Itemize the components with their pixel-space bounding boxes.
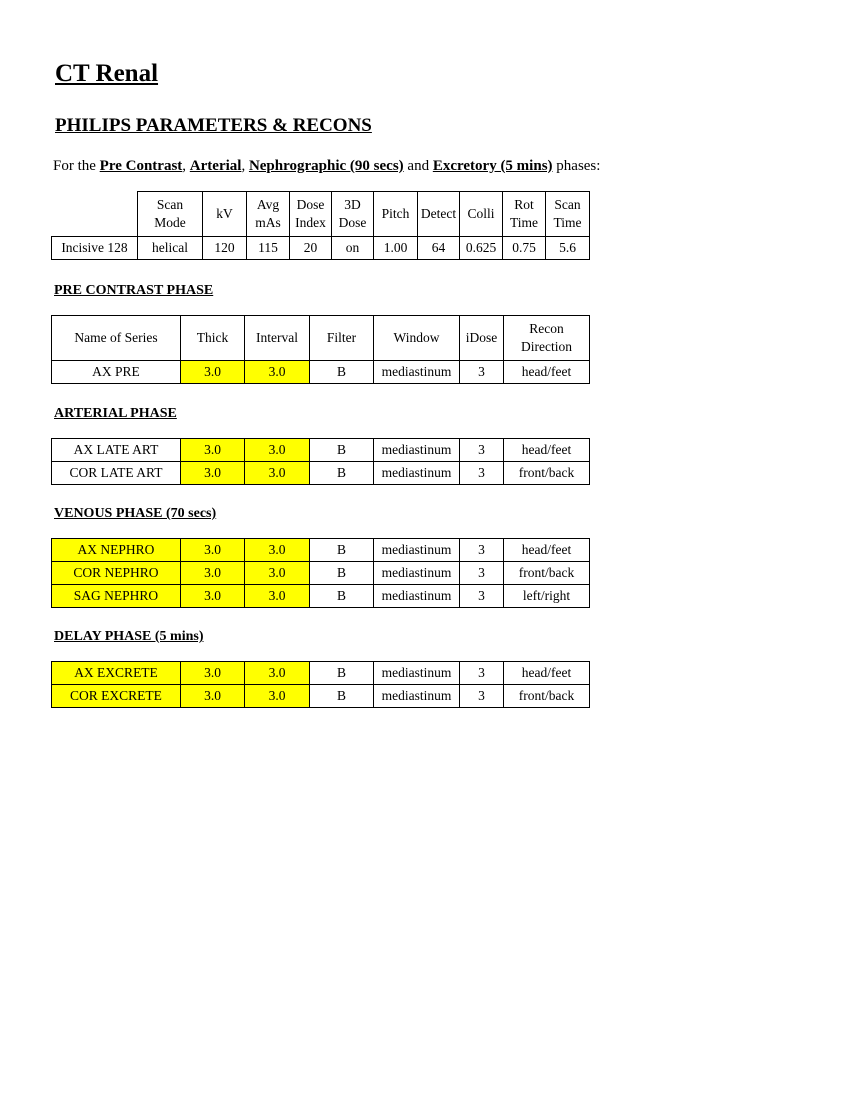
table-header-cell: Scan Mode bbox=[138, 192, 203, 237]
table-header-cell: Pitch bbox=[374, 192, 418, 237]
table-cell: AX PRE bbox=[52, 361, 181, 384]
page-subtitle: PHILIPS PARAMETERS & RECONS bbox=[55, 115, 372, 136]
table-cell: head/feet bbox=[504, 662, 590, 685]
table-cell: 3.0 bbox=[181, 539, 245, 562]
table-cell: AX LATE ART bbox=[52, 439, 181, 462]
section-heading-venous: VENOUS PHASE (70 secs) bbox=[54, 506, 217, 521]
section-heading-arterial: ARTERIAL PHASE bbox=[54, 406, 177, 421]
table-cell: 3.0 bbox=[245, 361, 310, 384]
table-header-cell: Avg mAs bbox=[247, 192, 290, 237]
table-cell: front/back bbox=[504, 562, 590, 585]
table-header-cell: Recon Direction bbox=[504, 316, 590, 361]
table-header-cell: kV bbox=[203, 192, 247, 237]
table-cell: COR LATE ART bbox=[52, 462, 181, 485]
table-cell: 3.0 bbox=[245, 539, 310, 562]
table-cell: on bbox=[332, 237, 374, 260]
scan-parameters-table bbox=[51, 191, 590, 260]
table-cell: 3.0 bbox=[181, 585, 245, 608]
table-cell: B bbox=[310, 685, 374, 708]
table-cell: COR EXCRETE bbox=[52, 685, 181, 708]
table-row bbox=[52, 361, 590, 384]
table-cell: 3 bbox=[460, 585, 504, 608]
table-cell: 64 bbox=[418, 237, 460, 260]
intro-phase-pre-contrast: Pre Contrast bbox=[99, 158, 183, 174]
table-cell: B bbox=[310, 462, 374, 485]
recon-table-venous bbox=[51, 538, 590, 608]
recon-table-pre-contrast bbox=[51, 315, 590, 384]
table-cell: COR NEPHRO bbox=[52, 562, 181, 585]
intro-phase-excretory: Excretory (5 mins) bbox=[432, 158, 553, 174]
intro-text bbox=[53, 157, 600, 175]
table-cell: 3.0 bbox=[181, 439, 245, 462]
table-cell: 3.0 bbox=[181, 562, 245, 585]
table-header-cell: Name of Series bbox=[52, 316, 181, 361]
table-row bbox=[52, 539, 590, 562]
table-cell: B bbox=[310, 439, 374, 462]
table-cell: 3.0 bbox=[181, 361, 245, 384]
section-heading-delay: DELAY PHASE (5 mins) bbox=[54, 629, 204, 644]
table-cell: head/feet bbox=[504, 539, 590, 562]
table-cell: mediastinum bbox=[374, 539, 460, 562]
section-heading-pre-contrast: PRE CONTRAST PHASE bbox=[54, 283, 214, 298]
table-cell: SAG NEPHRO bbox=[52, 585, 181, 608]
table-cell: mediastinum bbox=[374, 439, 460, 462]
intro-suffix: phases: bbox=[552, 158, 601, 174]
table-cell: 1.00 bbox=[374, 237, 418, 260]
recon-table-arterial bbox=[51, 438, 590, 485]
table-cell: 3.0 bbox=[181, 662, 245, 685]
table-cell: 3.0 bbox=[245, 439, 310, 462]
table-row bbox=[52, 685, 590, 708]
table-cell: 3 bbox=[460, 462, 504, 485]
table-row bbox=[52, 662, 590, 685]
table-row bbox=[52, 439, 590, 462]
table-header-row bbox=[52, 316, 590, 361]
table-header-cell: Colli bbox=[460, 192, 503, 237]
table-header-cell: Scan Time bbox=[546, 192, 590, 237]
table-cell: mediastinum bbox=[374, 662, 460, 685]
table-cell: 3.0 bbox=[181, 685, 245, 708]
table-cell: 20 bbox=[290, 237, 332, 260]
table-cell: 120 bbox=[203, 237, 247, 260]
table-cell: AX EXCRETE bbox=[52, 662, 181, 685]
table-cell: AX NEPHRO bbox=[52, 539, 181, 562]
table-cell: 0.625 bbox=[460, 237, 503, 260]
table-header-cell: Window bbox=[374, 316, 460, 361]
intro-sep: , bbox=[241, 158, 249, 174]
table-cell: 3 bbox=[460, 539, 504, 562]
table-cell: B bbox=[310, 361, 374, 384]
table-cell: 3.0 bbox=[181, 462, 245, 485]
intro-phase-arterial: Arterial bbox=[189, 158, 242, 174]
recon-table-delay bbox=[51, 661, 590, 708]
table-cell: 3.0 bbox=[245, 562, 310, 585]
table-cell: helical bbox=[138, 237, 203, 260]
table-header-cell: iDose bbox=[460, 316, 504, 361]
table-cell: B bbox=[310, 539, 374, 562]
table-cell: B bbox=[310, 585, 374, 608]
table-header-cell: Interval bbox=[245, 316, 310, 361]
intro-sep: , bbox=[182, 158, 190, 174]
table-cell: 115 bbox=[247, 237, 290, 260]
table-row bbox=[52, 462, 590, 485]
table-cell: mediastinum bbox=[374, 685, 460, 708]
table-cell: 5.6 bbox=[546, 237, 590, 260]
table-cell: head/feet bbox=[504, 361, 590, 384]
table-header-cell: Detect bbox=[418, 192, 460, 237]
table-cell: 3 bbox=[460, 562, 504, 585]
table-row bbox=[52, 562, 590, 585]
table-cell: 3.0 bbox=[245, 585, 310, 608]
table-header-cell: 3D Dose bbox=[332, 192, 374, 237]
table-row bbox=[52, 585, 590, 608]
table-cell: head/feet bbox=[504, 439, 590, 462]
table-cell: 3.0 bbox=[245, 685, 310, 708]
table-cell: mediastinum bbox=[374, 462, 460, 485]
page-title: CT Renal bbox=[55, 60, 159, 87]
table-cell: front/back bbox=[504, 462, 590, 485]
table-cell: left/right bbox=[504, 585, 590, 608]
table-cell: 3.0 bbox=[245, 462, 310, 485]
table-cell: B bbox=[310, 562, 374, 585]
table-cell: 0.75 bbox=[503, 237, 546, 260]
table-cell: 3 bbox=[460, 662, 504, 685]
table-cell: B bbox=[310, 662, 374, 685]
table-cell: mediastinum bbox=[374, 585, 460, 608]
table-header-cell: Filter bbox=[310, 316, 374, 361]
table-header-cell: Rot Time bbox=[503, 192, 546, 237]
table-header-cell: Thick bbox=[181, 316, 245, 361]
intro-prefix: For the bbox=[53, 158, 100, 174]
intro-sep: and bbox=[403, 158, 433, 174]
table-cell: 3.0 bbox=[245, 662, 310, 685]
table-cell: 3 bbox=[460, 685, 504, 708]
table-cell: mediastinum bbox=[374, 361, 460, 384]
table-header-row bbox=[52, 192, 590, 237]
table-cell: 3 bbox=[460, 361, 504, 384]
table-cell: 3 bbox=[460, 439, 504, 462]
table-cell: Incisive 128 bbox=[52, 237, 138, 260]
table-header-cell bbox=[52, 192, 138, 237]
table-cell: mediastinum bbox=[374, 562, 460, 585]
table-header-cell: Dose Index bbox=[290, 192, 332, 237]
table-row bbox=[52, 237, 590, 260]
table-cell: front/back bbox=[504, 685, 590, 708]
intro-phase-nephrographic: Nephrographic (90 secs) bbox=[248, 158, 404, 174]
